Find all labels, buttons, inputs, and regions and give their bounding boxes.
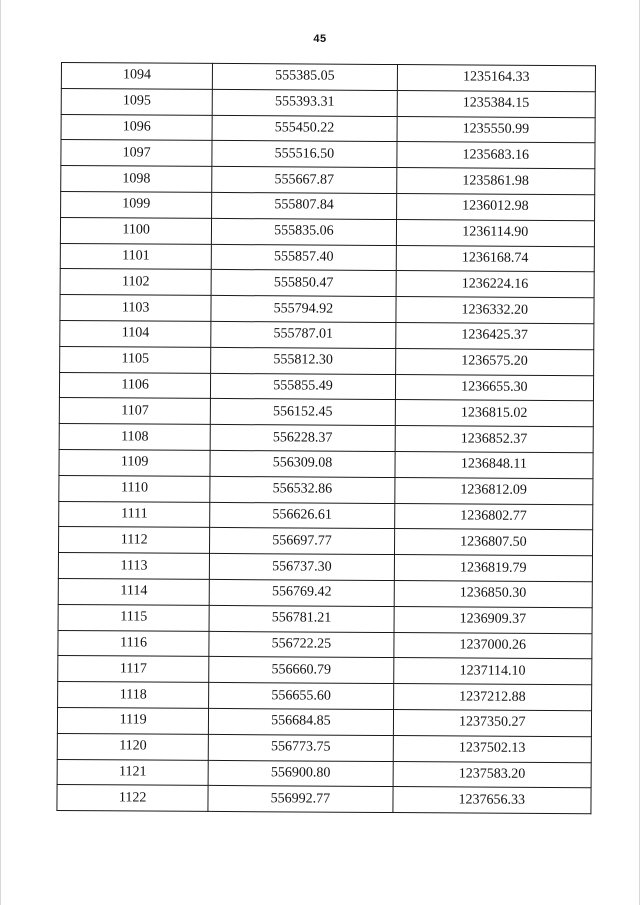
y-coordinate-cell: 1235384.15 bbox=[397, 90, 596, 117]
y-coordinate-cell: 1235164.33 bbox=[397, 65, 596, 92]
x-coordinate-cell: 555835.06 bbox=[212, 218, 396, 245]
point-id-cell: 1120 bbox=[57, 733, 208, 760]
page-edge-left bbox=[0, 0, 1, 905]
table-row bbox=[58, 682, 592, 711]
y-coordinate-cell: 1237350.27 bbox=[393, 709, 592, 736]
coordinates-table bbox=[56, 62, 596, 814]
point-id-cell: 1101 bbox=[60, 243, 211, 270]
table-row bbox=[59, 398, 593, 427]
x-coordinate-cell: 555812.30 bbox=[211, 347, 395, 374]
point-id-cell: 1094 bbox=[61, 63, 212, 90]
x-coordinate-cell: 556532.86 bbox=[210, 476, 394, 503]
table-row bbox=[59, 424, 593, 453]
table-row bbox=[60, 243, 594, 272]
y-coordinate-cell: 1236848.11 bbox=[395, 451, 594, 478]
point-id-cell: 1099 bbox=[61, 191, 212, 218]
y-coordinate-cell: 1237656.33 bbox=[393, 787, 592, 814]
table-row bbox=[61, 63, 595, 92]
page-number: 45 bbox=[313, 33, 327, 45]
point-id-cell: 1095 bbox=[61, 88, 212, 115]
y-coordinate-cell: 1237583.20 bbox=[393, 761, 592, 788]
point-id-cell: 1098 bbox=[61, 166, 212, 193]
y-coordinate-cell: 1237212.88 bbox=[393, 684, 592, 711]
point-id-cell: 1097 bbox=[61, 140, 212, 167]
table-row bbox=[58, 656, 592, 685]
point-id-cell: 1102 bbox=[60, 269, 211, 296]
x-coordinate-cell: 556684.85 bbox=[209, 708, 393, 735]
point-id-cell: 1114 bbox=[58, 578, 209, 605]
table-row bbox=[61, 88, 595, 117]
y-coordinate-cell: 1236852.37 bbox=[395, 426, 594, 453]
point-id-cell: 1110 bbox=[59, 475, 210, 502]
x-coordinate-cell: 555385.05 bbox=[213, 63, 397, 90]
x-coordinate-cell: 555516.50 bbox=[212, 141, 396, 168]
point-id-cell: 1096 bbox=[61, 114, 212, 141]
point-id-cell: 1122 bbox=[57, 785, 208, 812]
table-row bbox=[59, 501, 593, 530]
x-coordinate-cell: 556228.37 bbox=[210, 425, 394, 452]
y-coordinate-cell: 1236819.79 bbox=[394, 555, 593, 582]
y-coordinate-cell: 1235550.99 bbox=[397, 116, 596, 143]
x-coordinate-cell: 555807.84 bbox=[212, 192, 396, 219]
x-coordinate-cell: 556722.25 bbox=[209, 631, 393, 658]
y-coordinate-cell: 1236224.16 bbox=[396, 271, 595, 298]
x-coordinate-cell: 555787.01 bbox=[211, 321, 395, 348]
y-coordinate-cell: 1236425.37 bbox=[395, 323, 594, 350]
table-row bbox=[60, 295, 594, 324]
x-coordinate-cell: 555850.47 bbox=[211, 270, 395, 297]
x-coordinate-cell: 556737.30 bbox=[210, 554, 394, 581]
table-row bbox=[58, 604, 592, 633]
point-id-cell: 1109 bbox=[59, 449, 210, 476]
point-id-cell: 1116 bbox=[58, 630, 209, 657]
y-coordinate-cell: 1235683.16 bbox=[396, 142, 595, 169]
point-id-cell: 1118 bbox=[58, 682, 209, 709]
y-coordinate-cell: 1237114.10 bbox=[393, 658, 592, 685]
point-id-cell: 1117 bbox=[58, 656, 209, 683]
table-row bbox=[57, 785, 591, 814]
point-id-cell: 1119 bbox=[57, 707, 208, 734]
x-coordinate-cell: 556626.61 bbox=[210, 502, 394, 529]
x-coordinate-cell: 555857.40 bbox=[212, 244, 396, 271]
point-id-cell: 1106 bbox=[59, 372, 210, 399]
x-coordinate-cell: 556152.45 bbox=[211, 399, 395, 426]
x-coordinate-cell: 556900.80 bbox=[208, 760, 392, 787]
point-id-cell: 1121 bbox=[57, 759, 208, 786]
x-coordinate-cell: 556773.75 bbox=[209, 734, 393, 761]
point-id-cell: 1113 bbox=[58, 553, 209, 580]
table-row bbox=[61, 114, 595, 143]
coordinates-table-body bbox=[57, 63, 596, 814]
table-row bbox=[60, 346, 594, 375]
x-coordinate-cell: 556655.60 bbox=[209, 683, 393, 710]
table-row bbox=[58, 630, 592, 659]
x-coordinate-cell: 555667.87 bbox=[212, 167, 396, 194]
table-row bbox=[60, 217, 594, 246]
table-row bbox=[58, 553, 592, 582]
y-coordinate-cell: 1236802.77 bbox=[394, 503, 593, 530]
point-id-cell: 1115 bbox=[58, 604, 209, 631]
y-coordinate-cell: 1236850.30 bbox=[394, 580, 593, 607]
x-coordinate-cell: 556660.79 bbox=[209, 657, 393, 684]
y-coordinate-cell: 1236332.20 bbox=[396, 297, 595, 324]
x-coordinate-cell: 556769.42 bbox=[209, 579, 393, 606]
y-coordinate-cell: 1236807.50 bbox=[394, 529, 593, 556]
point-id-cell: 1103 bbox=[60, 295, 211, 322]
x-coordinate-cell: 555855.49 bbox=[211, 373, 395, 400]
table-row bbox=[57, 759, 591, 788]
table-row bbox=[61, 140, 595, 169]
point-id-cell: 1105 bbox=[60, 346, 211, 373]
y-coordinate-cell: 1236114.90 bbox=[396, 219, 595, 246]
y-coordinate-cell: 1236812.09 bbox=[394, 477, 593, 504]
table-row bbox=[61, 191, 595, 220]
point-id-cell: 1107 bbox=[59, 398, 210, 425]
point-id-cell: 1112 bbox=[59, 527, 210, 554]
y-coordinate-cell: 1236909.37 bbox=[394, 606, 593, 633]
table-row bbox=[59, 372, 593, 401]
y-coordinate-cell: 1236168.74 bbox=[396, 245, 595, 272]
table-row bbox=[57, 707, 591, 736]
x-coordinate-cell: 555393.31 bbox=[212, 89, 396, 116]
x-coordinate-cell: 555794.92 bbox=[211, 296, 395, 323]
table-row bbox=[60, 320, 594, 349]
table-row bbox=[59, 475, 593, 504]
point-id-cell: 1108 bbox=[59, 424, 210, 451]
table-row bbox=[61, 166, 595, 195]
y-coordinate-cell: 1235861.98 bbox=[396, 168, 595, 195]
table-row bbox=[58, 578, 592, 607]
x-coordinate-cell: 556992.77 bbox=[208, 786, 392, 813]
point-id-cell: 1111 bbox=[59, 501, 210, 528]
x-coordinate-cell: 556309.08 bbox=[210, 450, 394, 477]
y-coordinate-cell: 1236012.98 bbox=[396, 194, 595, 221]
table-row bbox=[59, 527, 593, 556]
x-coordinate-cell: 556781.21 bbox=[209, 605, 393, 632]
x-coordinate-cell: 556697.77 bbox=[210, 528, 394, 555]
y-coordinate-cell: 1236655.30 bbox=[395, 374, 594, 401]
y-coordinate-cell: 1236815.02 bbox=[395, 400, 594, 427]
table-row bbox=[60, 269, 594, 298]
point-id-cell: 1100 bbox=[60, 217, 211, 244]
point-id-cell: 1104 bbox=[60, 320, 211, 347]
y-coordinate-cell: 1237000.26 bbox=[393, 632, 592, 659]
y-coordinate-cell: 1237502.13 bbox=[393, 735, 592, 762]
table-row bbox=[57, 733, 591, 762]
x-coordinate-cell: 555450.22 bbox=[212, 115, 396, 142]
table-row bbox=[59, 449, 593, 478]
y-coordinate-cell: 1236575.20 bbox=[395, 348, 594, 375]
